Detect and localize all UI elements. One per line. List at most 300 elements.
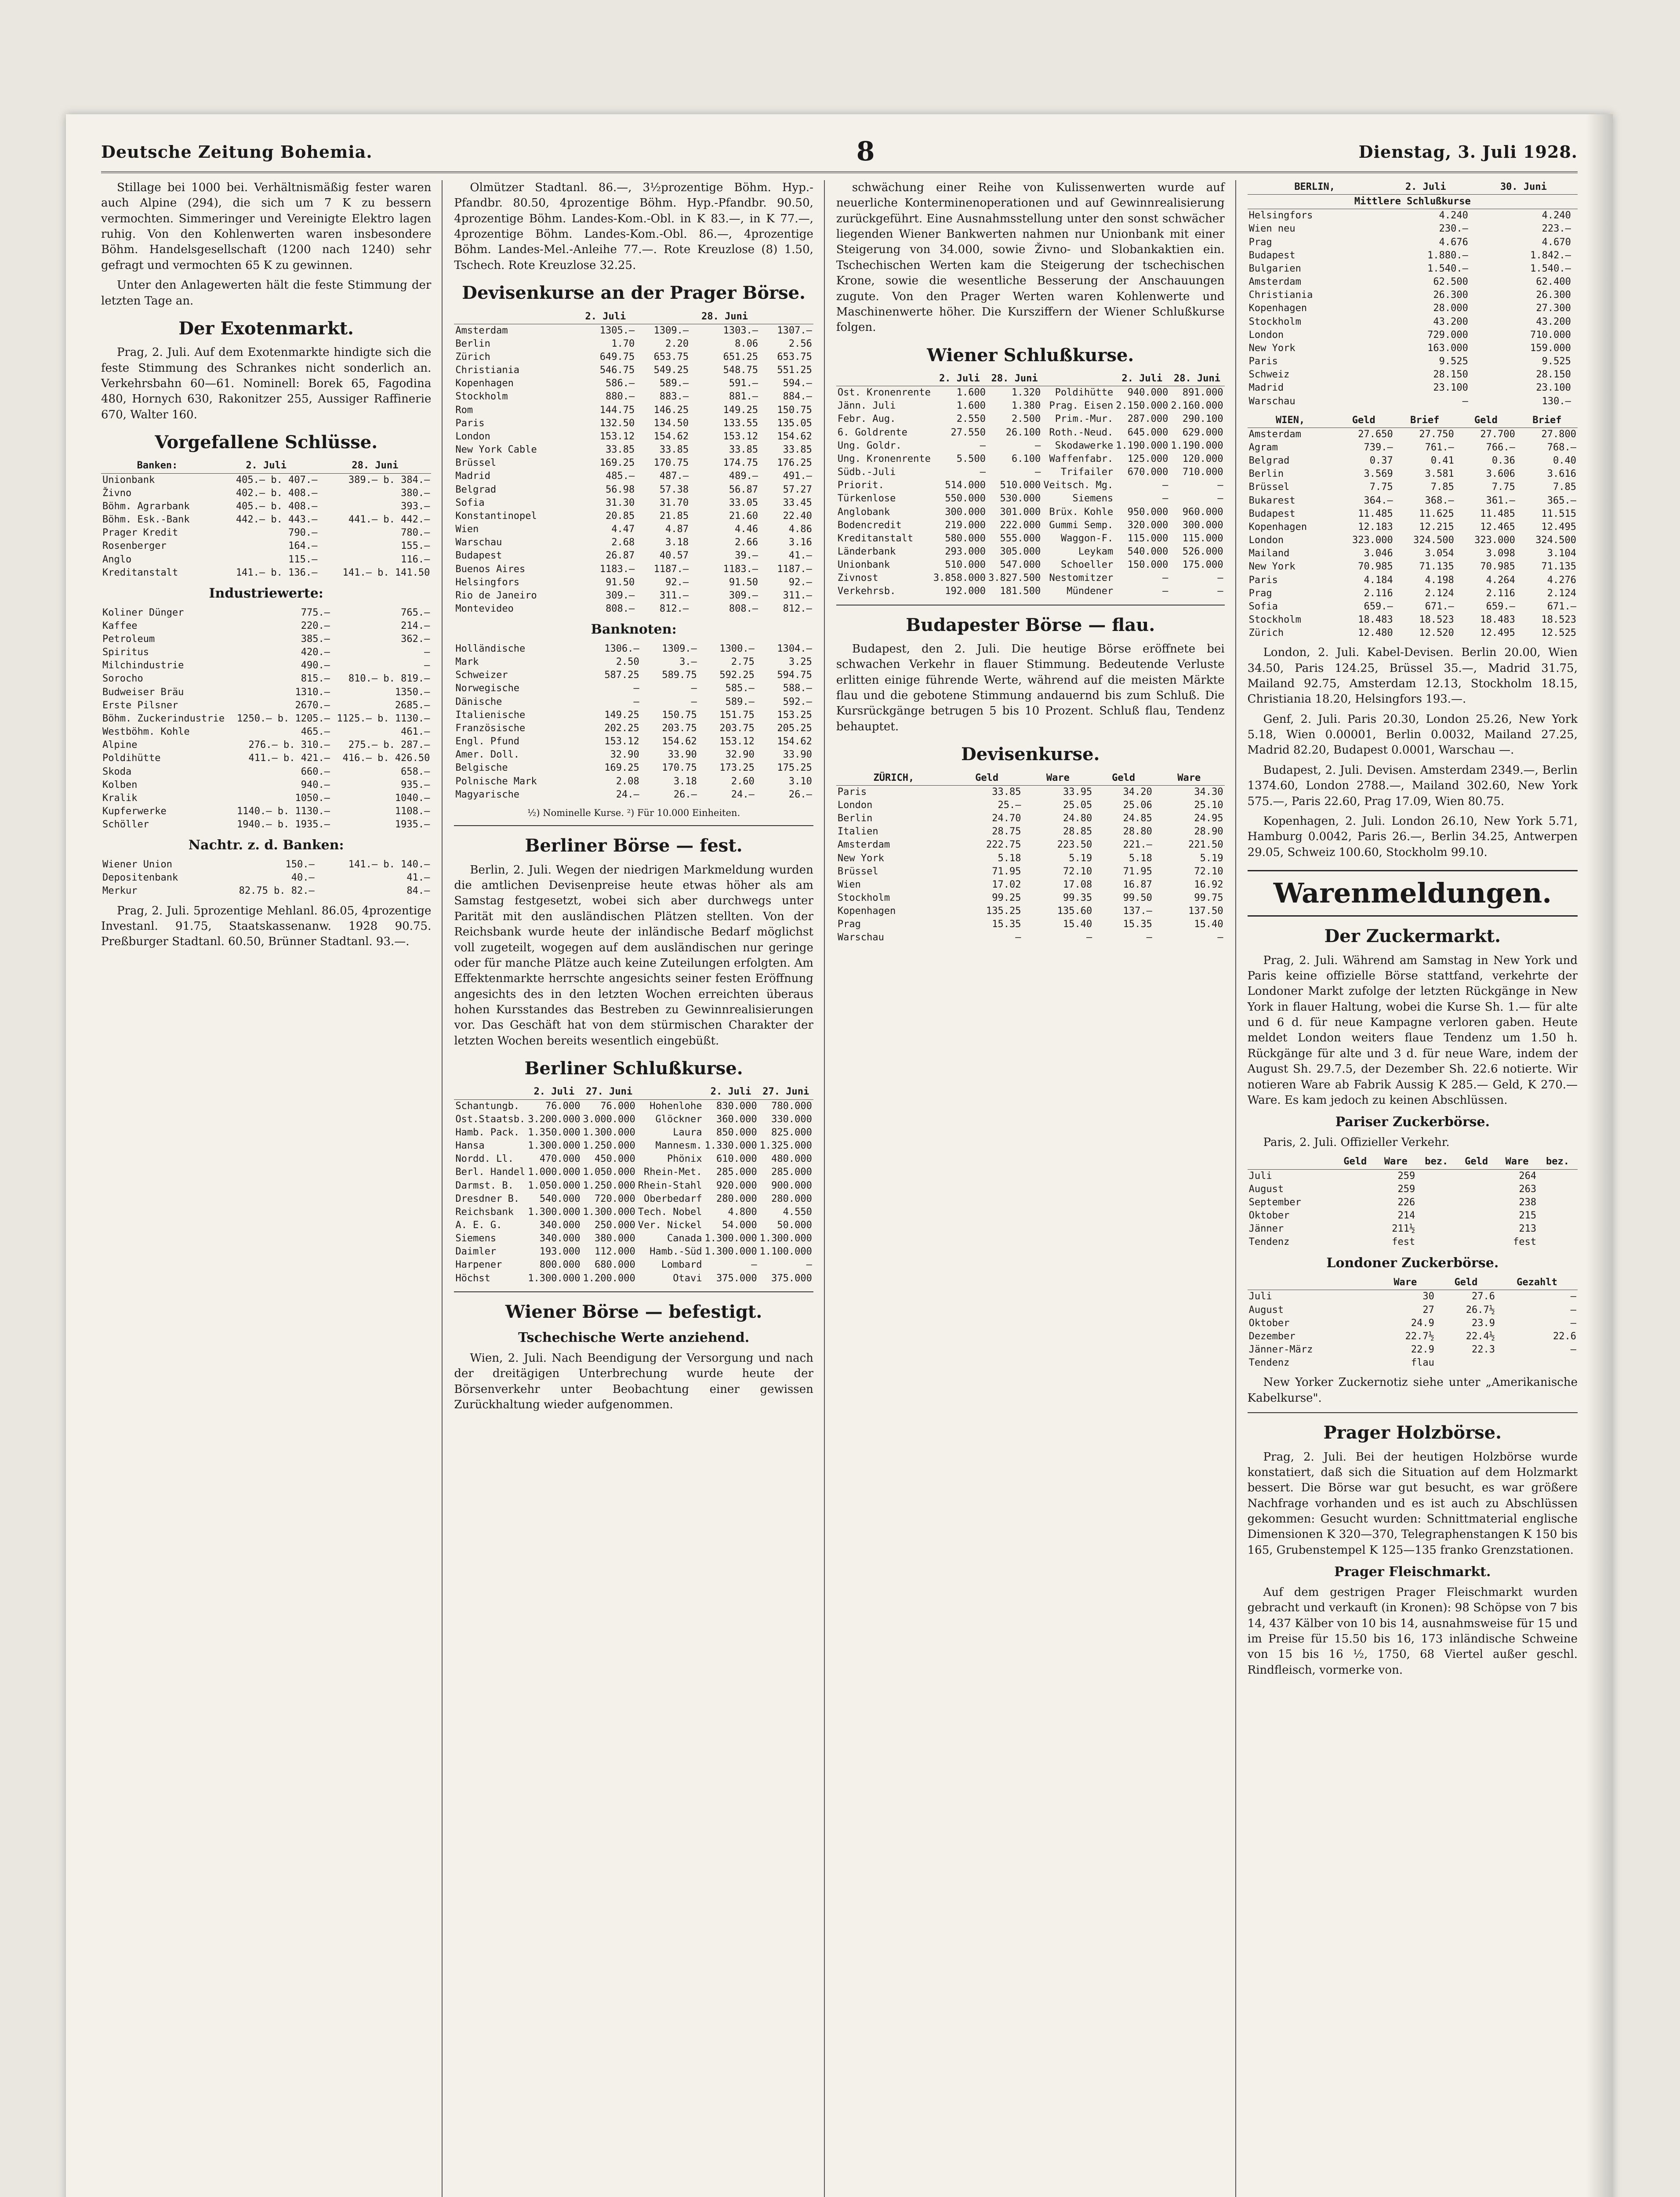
cell: 26.300 xyxy=(1433,290,1468,301)
column-header xyxy=(1042,372,1114,386)
cell: 264 xyxy=(1519,1170,1537,1182)
cell: 141.— b. 140.— xyxy=(348,859,430,870)
column-header: Geld xyxy=(1455,413,1517,428)
table-row xyxy=(1248,454,1578,468)
cell xyxy=(1470,276,1475,289)
cell: 671.— xyxy=(1425,601,1454,612)
table-row xyxy=(836,532,1225,545)
cell: 2.20 xyxy=(665,338,689,349)
cell: — xyxy=(1035,467,1041,478)
cell: 27.300 xyxy=(1536,303,1571,314)
cell: 589.— xyxy=(725,696,755,707)
cell: Febr. Aug. xyxy=(837,413,896,425)
cell: 175.25 xyxy=(777,762,812,774)
cell: 487.— xyxy=(659,471,689,482)
cell: Sofia xyxy=(1248,601,1278,612)
table-row xyxy=(1248,441,1578,454)
cell: 514.000 xyxy=(945,480,986,491)
cell: 1.300.000 xyxy=(583,1127,635,1138)
pariser-zuckerboerse-heading: Pariser Zuckerbörse. xyxy=(1335,1114,1490,1130)
table-row xyxy=(454,761,813,775)
cell: Gummi Semp. xyxy=(1049,519,1114,531)
cell: Kreditanstalt xyxy=(102,567,178,578)
cell: 39.— xyxy=(735,550,758,562)
cell: Italienische xyxy=(455,709,526,721)
cell: 115.000 xyxy=(1182,533,1223,544)
cell: — xyxy=(1086,932,1092,943)
cell: 9.525 xyxy=(1439,356,1468,367)
table-row xyxy=(836,558,1225,572)
cell: Französische xyxy=(455,722,526,734)
table-row xyxy=(1248,1209,1578,1222)
cell: 173.25 xyxy=(719,762,755,774)
cell: Italien xyxy=(837,826,878,837)
cell: 1183.— xyxy=(723,563,758,575)
cell: 549.25 xyxy=(653,365,689,376)
cell: 1.320 xyxy=(1012,387,1041,399)
table-row xyxy=(1248,494,1578,508)
cell: — xyxy=(1570,1344,1576,1356)
cell: 1306.— xyxy=(604,643,639,654)
table-row xyxy=(454,735,813,748)
cell: 5.500 xyxy=(956,453,986,464)
cell: 1.100.000 xyxy=(759,1246,812,1258)
column-header: Gezahlt xyxy=(1496,1276,1578,1290)
cell: Ung. Kronenrente xyxy=(837,453,931,464)
cell xyxy=(1335,1196,1375,1209)
cell: 361.— xyxy=(1486,495,1515,506)
table-row xyxy=(101,871,431,885)
newyork-note: New Yorker Zuckernotiz siehe unter „Amerikanische Kabelkurse". xyxy=(1247,1376,1578,1405)
cell: 16.92 xyxy=(1194,879,1223,890)
cell: 28.90 xyxy=(1194,826,1223,837)
column-header: Geld xyxy=(951,771,1023,786)
cell: Paris xyxy=(1248,356,1278,367)
cell: 1108.— xyxy=(395,806,430,817)
cell: 34.30 xyxy=(1194,786,1223,798)
cell: 659.— xyxy=(1486,601,1515,612)
cell: Berlin xyxy=(455,338,490,349)
cell: 27.700 xyxy=(1480,428,1515,440)
cell: Darmst. B. xyxy=(455,1180,514,1191)
table-row xyxy=(1248,1356,1578,1370)
column-header xyxy=(759,310,813,324)
cell: 362.— xyxy=(401,633,430,645)
newspaper-page xyxy=(66,114,1613,2197)
cell xyxy=(1416,1209,1456,1222)
cell: Roth.-Neud. xyxy=(1049,427,1114,438)
cell: 23.100 xyxy=(1433,382,1468,394)
cell: Brüssel xyxy=(455,457,497,469)
table-row xyxy=(836,519,1225,532)
table-row xyxy=(1248,315,1578,329)
cell: 141.— b. 141.50 xyxy=(342,567,430,578)
column-header: Geld xyxy=(1456,1155,1496,1169)
cell: 221.50 xyxy=(1188,839,1223,851)
cell: Kopenhagen xyxy=(837,906,896,917)
cell: Polnische Mark xyxy=(455,776,537,787)
cell: Oberbedarf xyxy=(644,1193,702,1204)
cell: 31.70 xyxy=(659,497,689,508)
cell: Nordd. Ll. xyxy=(455,1153,514,1165)
cell: 137.50 xyxy=(1188,906,1223,917)
cell: 651.25 xyxy=(723,352,758,363)
cell: 76.000 xyxy=(545,1100,581,1112)
cell: Schweiz xyxy=(1248,369,1290,381)
cell: 22.40 xyxy=(783,510,812,522)
cell: New York xyxy=(837,852,884,864)
cell: 154.62 xyxy=(653,431,689,442)
cell: 214.— xyxy=(401,620,430,631)
cell: 300.000 xyxy=(1182,519,1223,531)
cell: 28.75 xyxy=(992,826,1021,837)
cell: 27.6 xyxy=(1472,1291,1495,1302)
cell: 405.— b. 408.— xyxy=(236,500,318,512)
cell: Agram xyxy=(1248,442,1278,453)
table-row xyxy=(454,430,813,443)
cell: 790.— xyxy=(288,527,318,539)
cell: 324.500 xyxy=(1535,535,1576,546)
table-row xyxy=(454,377,813,390)
cell: Kopenhagen xyxy=(1248,303,1307,314)
cell: 170.75 xyxy=(662,762,697,774)
cell: 26.— xyxy=(673,789,697,800)
cell: 149.25 xyxy=(604,709,639,721)
cell: Norwegische xyxy=(455,683,520,694)
cell: 33.85 xyxy=(992,786,1021,798)
column-header: 30. Juni xyxy=(1475,180,1572,195)
cell: 765.— xyxy=(401,607,430,618)
cell: 174.75 xyxy=(723,457,758,469)
table-row xyxy=(101,725,431,739)
cell: 203.75 xyxy=(662,722,697,734)
table-row xyxy=(454,1272,813,1285)
table-row xyxy=(1248,1222,1578,1236)
cell xyxy=(1572,209,1578,223)
column-header: 2. Juli xyxy=(214,459,319,473)
cell: Brüx. Kohle xyxy=(1049,506,1114,518)
cell: 153.12 xyxy=(723,431,758,442)
table-row xyxy=(836,838,1225,852)
cell: Daimler xyxy=(455,1246,497,1258)
cell xyxy=(1470,222,1475,236)
cell: Kaffee xyxy=(102,620,138,631)
cell: 1.190.000 xyxy=(1116,440,1168,451)
cell: New York xyxy=(1248,342,1295,354)
cell: Prager Kredit xyxy=(102,527,178,539)
cell: Canada xyxy=(667,1233,702,1244)
table-row xyxy=(1248,547,1578,560)
cell: 2.68 xyxy=(611,537,635,548)
cell: 592.25 xyxy=(719,670,755,681)
cell: 2.08 xyxy=(616,776,639,787)
cell: Warschau xyxy=(455,537,502,548)
cell: Siemens xyxy=(1072,493,1114,504)
cell: 91.50 xyxy=(729,576,758,588)
cell: 645.000 xyxy=(1127,427,1168,438)
cell: Prag xyxy=(1248,587,1272,599)
table-row xyxy=(454,1193,813,1206)
cell: 226 xyxy=(1397,1196,1415,1208)
cell: 450.000 xyxy=(595,1153,635,1165)
cell: 28.150 xyxy=(1536,369,1571,381)
cell: Reichsbank xyxy=(455,1206,514,1218)
cell xyxy=(1436,1356,1496,1370)
cell: 385.— xyxy=(301,633,330,645)
cell: 480.000 xyxy=(771,1153,812,1165)
table-row xyxy=(1248,236,1578,249)
cell: 125.000 xyxy=(1127,453,1168,464)
cell: Christiania xyxy=(1248,290,1313,301)
column-header: Geld xyxy=(1333,413,1394,428)
cell: 470.000 xyxy=(539,1153,581,1165)
cell: 290.100 xyxy=(1182,413,1223,425)
cell: 26.100 xyxy=(1005,427,1041,438)
prager-devisen-table xyxy=(454,310,813,616)
cell: Glöckner xyxy=(655,1113,702,1125)
cell: Jänner-März xyxy=(1248,1344,1313,1356)
cell: 490.— xyxy=(301,660,330,671)
cell: Dezember xyxy=(1248,1331,1295,1342)
cell: 586.— xyxy=(606,378,635,389)
cell: 830.000 xyxy=(716,1100,757,1112)
cell: 163.000 xyxy=(1427,342,1468,354)
cell: 293.000 xyxy=(945,546,986,558)
cell: 780.000 xyxy=(771,1100,812,1112)
cell: Rio de Janeiro xyxy=(455,590,537,601)
cell: 610.000 xyxy=(716,1153,757,1165)
cell: 815.— xyxy=(301,673,330,685)
table-row xyxy=(1248,395,1578,408)
table-row xyxy=(836,439,1225,453)
table-row xyxy=(454,576,813,589)
cell: 3.581 xyxy=(1425,468,1454,480)
cell: 411.— b. 421.— xyxy=(248,753,330,764)
cell: London xyxy=(1248,535,1284,546)
cell: 375.000 xyxy=(716,1273,757,1284)
cell: 150.000 xyxy=(1127,559,1168,571)
cell: — xyxy=(1035,440,1041,451)
table-row xyxy=(454,1139,813,1153)
cell: 375.000 xyxy=(771,1273,812,1284)
cell: 211½ xyxy=(1392,1223,1415,1235)
table-row xyxy=(454,656,813,669)
table-row xyxy=(836,585,1225,598)
cell: 26.— xyxy=(788,789,812,800)
cell: Mündener xyxy=(1067,586,1114,597)
cell: 12.495 xyxy=(1480,627,1515,639)
page-number: 8 xyxy=(856,136,875,167)
cell xyxy=(1470,342,1475,355)
cell: Paris xyxy=(1248,574,1278,586)
columns xyxy=(101,180,1578,2197)
berliner-boerse-heading: Berliner Börse — fest. xyxy=(525,835,743,856)
cell: 2.550 xyxy=(956,413,986,425)
cell xyxy=(1572,395,1578,408)
cell xyxy=(1572,315,1578,329)
cell: Wien xyxy=(455,524,479,535)
cell: 1.300.000 xyxy=(759,1233,812,1244)
cell: Poldihütte xyxy=(102,753,161,764)
cell: Mannesm. xyxy=(655,1140,702,1152)
cell: 808.— xyxy=(729,603,758,614)
issue-date: Dienstag, 3. Juli 1928. xyxy=(1358,141,1578,162)
column-header xyxy=(454,1085,526,1099)
cell: 880.— xyxy=(606,391,635,402)
table-row xyxy=(1248,627,1578,640)
cell: 192.000 xyxy=(945,586,986,597)
table-row xyxy=(101,500,431,513)
cell: 2.116 xyxy=(1364,587,1393,599)
cell: 1.350.000 xyxy=(528,1127,581,1138)
cell: 4.264 xyxy=(1486,574,1515,586)
cell: 275.— b. 287.— xyxy=(348,740,430,751)
cell: Türkenlose xyxy=(837,493,896,504)
cell: — xyxy=(424,660,430,671)
cell: 585.— xyxy=(725,683,755,694)
table-row xyxy=(101,513,431,526)
cell: 41.— xyxy=(406,872,430,884)
column-header: Ware xyxy=(1375,1155,1416,1169)
column-header xyxy=(836,372,932,386)
table-row xyxy=(1248,276,1578,289)
cell: Westböhm. Kohle xyxy=(102,726,190,738)
cell: 40.— xyxy=(291,872,315,884)
table-row xyxy=(454,1099,813,1113)
cell: 213 xyxy=(1519,1223,1537,1235)
cell: 32.90 xyxy=(610,749,639,761)
table-row xyxy=(454,457,813,470)
cell: Warschau xyxy=(837,932,884,943)
wien-label: WIEN, xyxy=(1248,413,1333,428)
cell: 323.000 xyxy=(1474,535,1515,546)
cell: — xyxy=(751,1259,757,1271)
cell: Hamb.-Süd xyxy=(650,1246,702,1258)
cell: Höchst xyxy=(455,1273,490,1284)
divider xyxy=(1248,1412,1578,1413)
column-header: 2. Juli xyxy=(526,1085,581,1099)
cell: 7.75 xyxy=(1491,482,1515,493)
table-row xyxy=(101,526,431,540)
exotenmarkt-heading: Der Exotenmarkt. xyxy=(178,318,354,339)
cell: 1.200.000 xyxy=(583,1273,635,1284)
cell: Jänner xyxy=(1248,1223,1284,1235)
cell: Mailand xyxy=(1248,548,1290,559)
article-paragraph: Olmützer Stadtanl. 86.—, 3½prozentige Böhm. Hyp.-Pfandbr. 80.50, 4prozentige Böhm. Hyp.-Pfandbr. 90.50, 4prozentige Böhm. Landes-Kom.-Obl. in K 83.—, in K 77.—, 4prozentige Böhm. Landes-Kom.-Obl. 86.—, 4prozentige Böhm. Landes-Mel.-Anleihe 77.—. Rote Kreuzlose (8) 1.50, Tschech. Rote Kreuzlose 32.25. xyxy=(454,181,813,272)
cell: Belgrad xyxy=(1248,455,1290,467)
cell: Böhm. Agrarbank xyxy=(102,500,190,512)
cell: 1.70 xyxy=(611,338,635,349)
newspaper-title: Deutsche Zeitung Bohemia. xyxy=(101,141,373,162)
table-row xyxy=(836,466,1225,479)
cell: 1935.— xyxy=(395,819,430,830)
cell: 11.485 xyxy=(1480,508,1515,519)
column-header: Geld xyxy=(1436,1276,1496,1290)
cell: 150.75 xyxy=(777,404,812,416)
cell: 56.87 xyxy=(729,484,758,495)
cell: 24.85 xyxy=(1123,813,1152,824)
column-header: 2. Juli xyxy=(1114,372,1169,386)
cell: 99.50 xyxy=(1123,892,1152,903)
cell: Trifailer xyxy=(1060,467,1114,478)
cell: 405.— b. 407.— xyxy=(236,474,318,486)
cell: 580.000 xyxy=(945,533,986,544)
table-row xyxy=(1248,1183,1578,1196)
cell: 4.276 xyxy=(1547,574,1576,586)
cell: 33.85 xyxy=(606,444,635,456)
cell: 26.300 xyxy=(1536,290,1571,301)
cell: 11.485 xyxy=(1358,508,1393,519)
cell: 589.— xyxy=(659,378,689,389)
berlin-label: BERLIN, xyxy=(1248,180,1382,195)
article-paragraph: Stillage bei 1000 bei. Verhältnismäßig fester waren auch Alpine (294), die sich um 7 K zu bessern vermochten. Simmeringer und Vereinigte Elektro lagen ruhig. Von den Kohlenwerten waren insbesondere Böhm. Handelsgesellschaft (1200 nach 1240) sehr gefragt und vermochten 65 K zu gewinnen. xyxy=(101,181,432,272)
table-row xyxy=(101,739,431,752)
cell: Brüssel xyxy=(837,866,878,877)
cell: 2.124 xyxy=(1425,587,1454,599)
table-row xyxy=(101,805,431,818)
column-header xyxy=(1248,1155,1335,1169)
cell: Warschau xyxy=(1248,395,1295,407)
cell: 33.05 xyxy=(729,497,758,508)
cell: Anglo xyxy=(102,554,132,565)
cell: 671.— xyxy=(1547,601,1576,612)
cell: Wiener Union xyxy=(102,859,172,870)
cell xyxy=(1470,315,1475,329)
table-row xyxy=(101,779,431,792)
cell: 23.9 xyxy=(1472,1317,1495,1329)
cell: 193.000 xyxy=(539,1246,581,1258)
cell xyxy=(1538,1183,1578,1196)
table-row xyxy=(101,752,431,765)
cell: 153.12 xyxy=(599,431,635,442)
cell: Unionbank xyxy=(102,474,155,486)
cell: 82.75 b. 82.— xyxy=(239,885,315,897)
cell: Berlin xyxy=(1248,468,1284,480)
cell xyxy=(1335,1169,1375,1183)
cell: 4.87 xyxy=(665,524,689,535)
article-paragraph: Berlin, 2. Juli. Wegen der niedrigen Markmeldung wurden die amtlichen Devisenpreise heute etwas höher als am Samstag festgesetzt, wobei sich aber durchwegs unter Parität mit den ausländischen Plätzen stellten. Von der Reichsbank wurde heute der inländische Bedarf möglichst voll zugeteilt, wogegen auf dem ausländischen nur geringe oder für manche Plätze auch keine Zuteilungen erfolgten. Am Effektenmarkte herrschte angesichts seiner festen Eröffnung angesichts des in den letzten Wochen erreichten überaus hohen Kursstandes das Bestreben zu Gewinnrealisierungen vor. Das Geschäft hat von dem stürmischen Charakter der letzten Wochen bereits wesentlich eingebüßt. xyxy=(454,863,813,1048)
cell: 1.050.000 xyxy=(528,1180,581,1191)
cell: 2670.— xyxy=(295,700,330,711)
cell: 26.7½ xyxy=(1466,1304,1495,1316)
cell: 62.400 xyxy=(1536,276,1571,288)
table-row xyxy=(1248,1317,1578,1330)
column-header: Geld xyxy=(1335,1155,1375,1169)
cell xyxy=(1572,236,1578,249)
divider xyxy=(454,1291,813,1292)
cell: Prag xyxy=(837,919,861,930)
cell: 130.— xyxy=(1542,395,1571,407)
cell: 27 xyxy=(1422,1304,1434,1316)
cell xyxy=(1470,368,1475,381)
cell: 24.— xyxy=(731,789,755,800)
cell: 461.— xyxy=(401,726,430,738)
cell xyxy=(1572,262,1578,276)
cell: 739.— xyxy=(1364,442,1393,453)
cell: Phönix xyxy=(667,1153,702,1165)
cell: 380.000 xyxy=(595,1233,635,1244)
cell: 526.000 xyxy=(1182,546,1223,558)
table-row xyxy=(1248,1304,1578,1317)
cell: fest xyxy=(1513,1236,1537,1248)
cell: 592.— xyxy=(783,696,812,707)
column-header: Ware xyxy=(1496,1155,1538,1169)
cell: — xyxy=(1162,573,1168,584)
cell: 3.827.500 xyxy=(988,573,1041,584)
cell: 1.300.000 xyxy=(704,1246,757,1258)
wiener-boerse-heading: Wiener Börse — befestigt. xyxy=(505,1301,762,1322)
cell xyxy=(1335,1209,1375,1222)
